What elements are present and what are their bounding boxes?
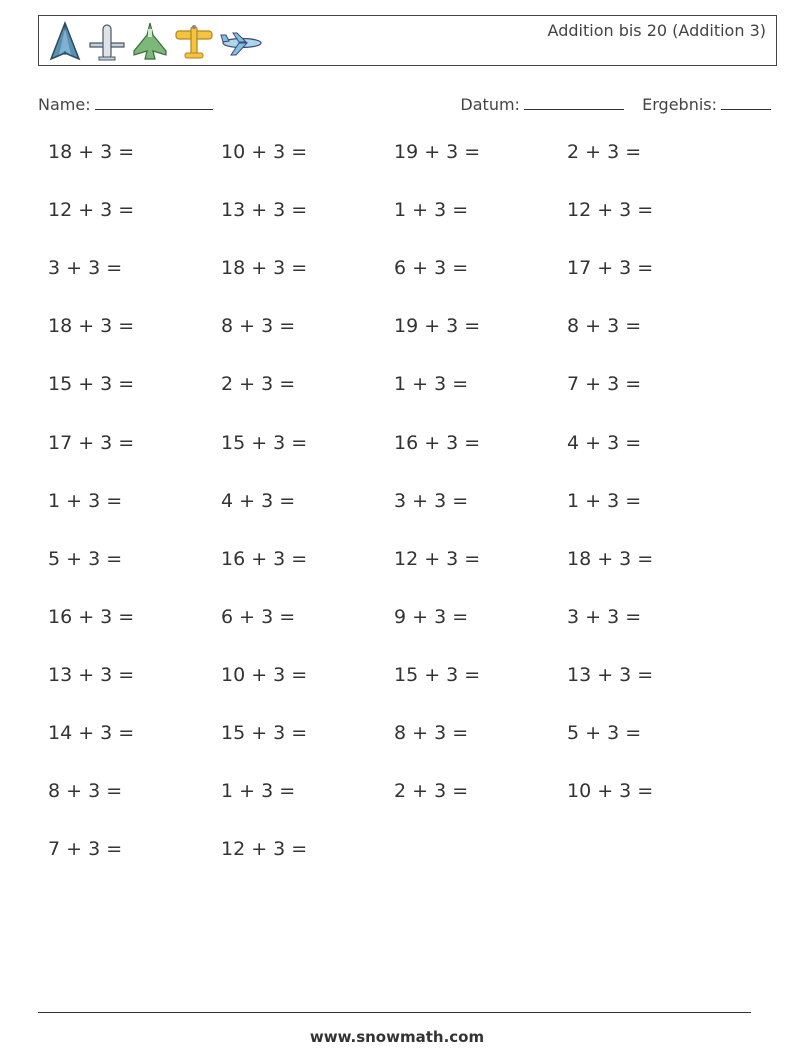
problem-item: 2 + 3 = xyxy=(394,780,469,803)
problem-item: 18 + 3 = xyxy=(48,315,135,338)
problem-item: 12 + 3 = xyxy=(394,547,481,570)
problem-item: 16 + 3 = xyxy=(221,547,308,570)
date-blank[interactable] xyxy=(524,93,624,110)
worksheet-header xyxy=(38,15,777,66)
problem-item: 17 + 3 = xyxy=(48,431,135,454)
passenger-plane-icon xyxy=(219,21,265,63)
name-blank[interactable] xyxy=(95,93,213,110)
result-blank[interactable] xyxy=(721,93,771,110)
problem-item: 5 + 3 = xyxy=(48,547,123,570)
problem-item: 19 + 3 = xyxy=(394,315,481,338)
problem-item: 6 + 3 = xyxy=(221,605,296,628)
problem-item: 13 + 3 = xyxy=(48,663,135,686)
problem-item: 16 + 3 = xyxy=(48,605,135,628)
date-label: Datum: xyxy=(460,95,520,114)
problem-item: 13 + 3 = xyxy=(567,663,654,686)
problem-item: 3 + 3 = xyxy=(48,257,123,280)
problem-item: 16 + 3 = xyxy=(394,431,481,454)
fighter-jet-icon xyxy=(131,21,169,63)
problem-item: 1 + 3 = xyxy=(221,780,296,803)
problem-item: 8 + 3 = xyxy=(394,722,469,744)
problem-item: 15 + 3 = xyxy=(221,722,308,744)
problem-item: 18 + 3 = xyxy=(221,257,308,280)
problem-item: 15 + 3 = xyxy=(221,431,308,454)
problem-item: 14 + 3 = xyxy=(48,722,135,744)
problem-item: 15 + 3 = xyxy=(394,663,481,686)
problem-item: 1 + 3 = xyxy=(48,489,123,512)
problem-item: 4 + 3 = xyxy=(221,489,296,512)
problem-item: 4 + 3 = xyxy=(567,431,642,454)
name-field[interactable] xyxy=(38,93,213,114)
problem-item: 10 + 3 = xyxy=(221,663,308,686)
icon-strip xyxy=(47,21,265,63)
problem-item: 10 + 3 = xyxy=(567,780,654,803)
problem-item: 10 + 3 = xyxy=(221,141,308,163)
problem-item: 12 + 3 = xyxy=(567,199,654,222)
problem-item: 8 + 3 = xyxy=(567,315,642,338)
problem-item: 8 + 3 = xyxy=(221,315,296,338)
problem-item: 1 + 3 = xyxy=(394,373,469,396)
problem-item: 19 + 3 = xyxy=(394,141,481,163)
footer-divider xyxy=(38,1012,751,1013)
airliner-icon xyxy=(87,21,127,63)
problem-item: 3 + 3 = xyxy=(567,605,642,628)
date-result-fields xyxy=(460,93,771,114)
problem-item: 3 + 3 = xyxy=(394,489,469,512)
footer-url[interactable]: www.snowmath.com xyxy=(309,1028,485,1046)
problem-item: 12 + 3 = xyxy=(48,199,135,222)
problem-item: 8 + 3 = xyxy=(48,780,123,803)
problem-item: 1 + 3 = xyxy=(394,199,469,222)
problem-item: 7 + 3 = xyxy=(567,373,642,396)
problem-item: 17 + 3 = xyxy=(567,257,654,280)
problem-item: 18 + 3 = xyxy=(48,141,135,163)
problem-item: 18 + 3 = xyxy=(567,547,654,570)
result-label: Ergebnis: xyxy=(642,95,717,114)
problem-item: 7 + 3 = xyxy=(48,838,123,861)
biplane-icon xyxy=(173,21,215,63)
problem-item: 12 + 3 = xyxy=(221,838,308,861)
worksheet-title: Addition bis 20 (Addition 3) xyxy=(547,21,766,40)
problem-item: 6 + 3 = xyxy=(394,257,469,280)
problem-item: 2 + 3 = xyxy=(567,141,642,163)
problem-item: 1 + 3 = xyxy=(567,489,642,512)
problem-item: 15 + 3 = xyxy=(48,373,135,396)
problem-item: 13 + 3 = xyxy=(221,199,308,222)
info-row xyxy=(38,93,771,115)
delta-jet-icon xyxy=(47,21,83,63)
problem-item: 5 + 3 = xyxy=(567,722,642,744)
problem-item: 2 + 3 = xyxy=(221,373,296,396)
problem-item: 9 + 3 = xyxy=(394,605,469,628)
name-label: Name: xyxy=(38,95,91,114)
